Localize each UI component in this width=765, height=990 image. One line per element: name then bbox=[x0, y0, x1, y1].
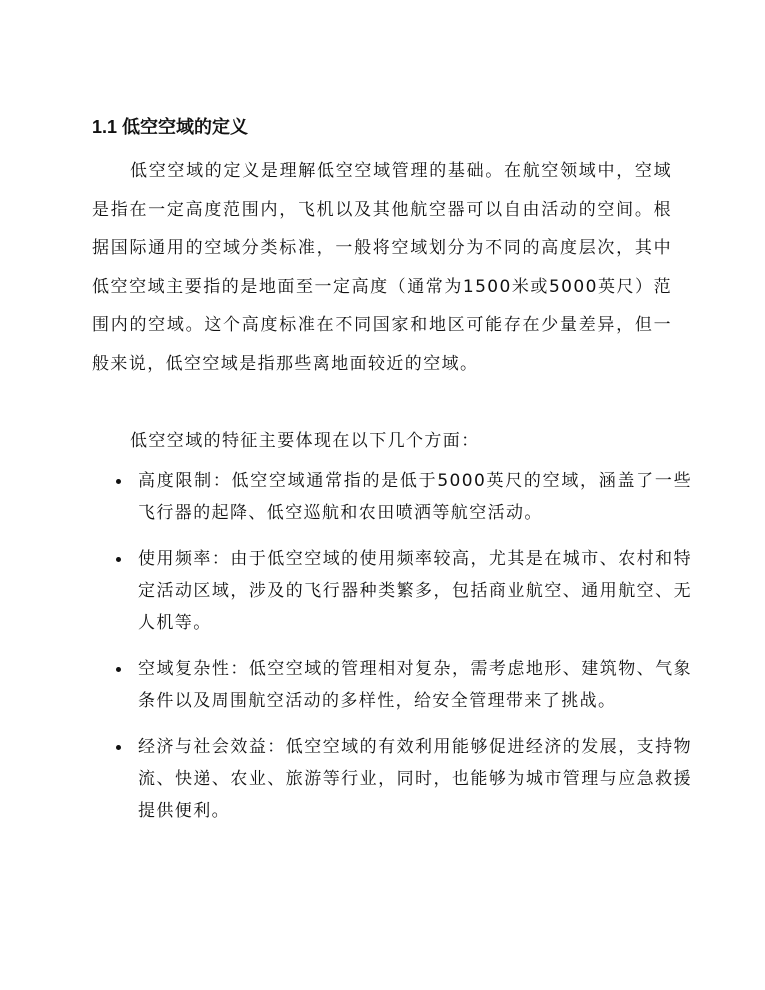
bullet-icon bbox=[116, 667, 121, 672]
intro-paragraph: 低空空域的定义是理解低空空域管理的基础。在航空领域中，空域是指在一定高度范围内，飞机以及其他航空器可以自由活动的空间。根据国际通用的空域分类标准，一般将空域划分为不同的高度层次，其中低空空域主要指的是地面至一定高度（通常为1500米或5000英尺）范围内的空域。这个高度标准在不同国家和地区可能存在少量差异，但一般来说，低空空域是指那些离地面较近的空域。 bbox=[92, 161, 672, 374]
section-heading: 1.1 低空空域的定义 bbox=[92, 117, 249, 137]
list-item bbox=[92, 543, 692, 639]
bullet-icon bbox=[116, 745, 121, 750]
list-item-text: 使用频率：由于低空空域的使用频率较高，尤其是在城市、农村和特定活动区域，涉及的飞行器种类繁多，包括商业航空、通用航空、无人机等。 bbox=[138, 549, 692, 633]
list-item-text: 高度限制：低空空域通常指的是低于5000英尺的空域，涵盖了一些飞行器的起降、低空巡航和农田喷洒等航空活动。 bbox=[138, 471, 692, 523]
bullet-icon bbox=[116, 479, 121, 484]
list-item-text: 空域复杂性：低空空域的管理相对复杂，需考虑地形、建筑物、气象条件以及周围航空活动的多样性，给安全管理带来了挑战。 bbox=[138, 659, 692, 711]
features-intro-paragraph: 低空空域的特征主要体现在以下几个方面： bbox=[130, 431, 480, 451]
feature-list bbox=[92, 465, 692, 841]
list-item-text: 经济与社会效益：低空空域的有效利用能够促进经济的发展，支持物流、快递、农业、旅游等行业，同时，也能够为城市管理与应急救援提供便利。 bbox=[138, 737, 692, 821]
list-item bbox=[92, 653, 692, 717]
list-item bbox=[92, 465, 692, 529]
bullet-icon bbox=[116, 557, 121, 562]
list-item bbox=[92, 731, 692, 827]
